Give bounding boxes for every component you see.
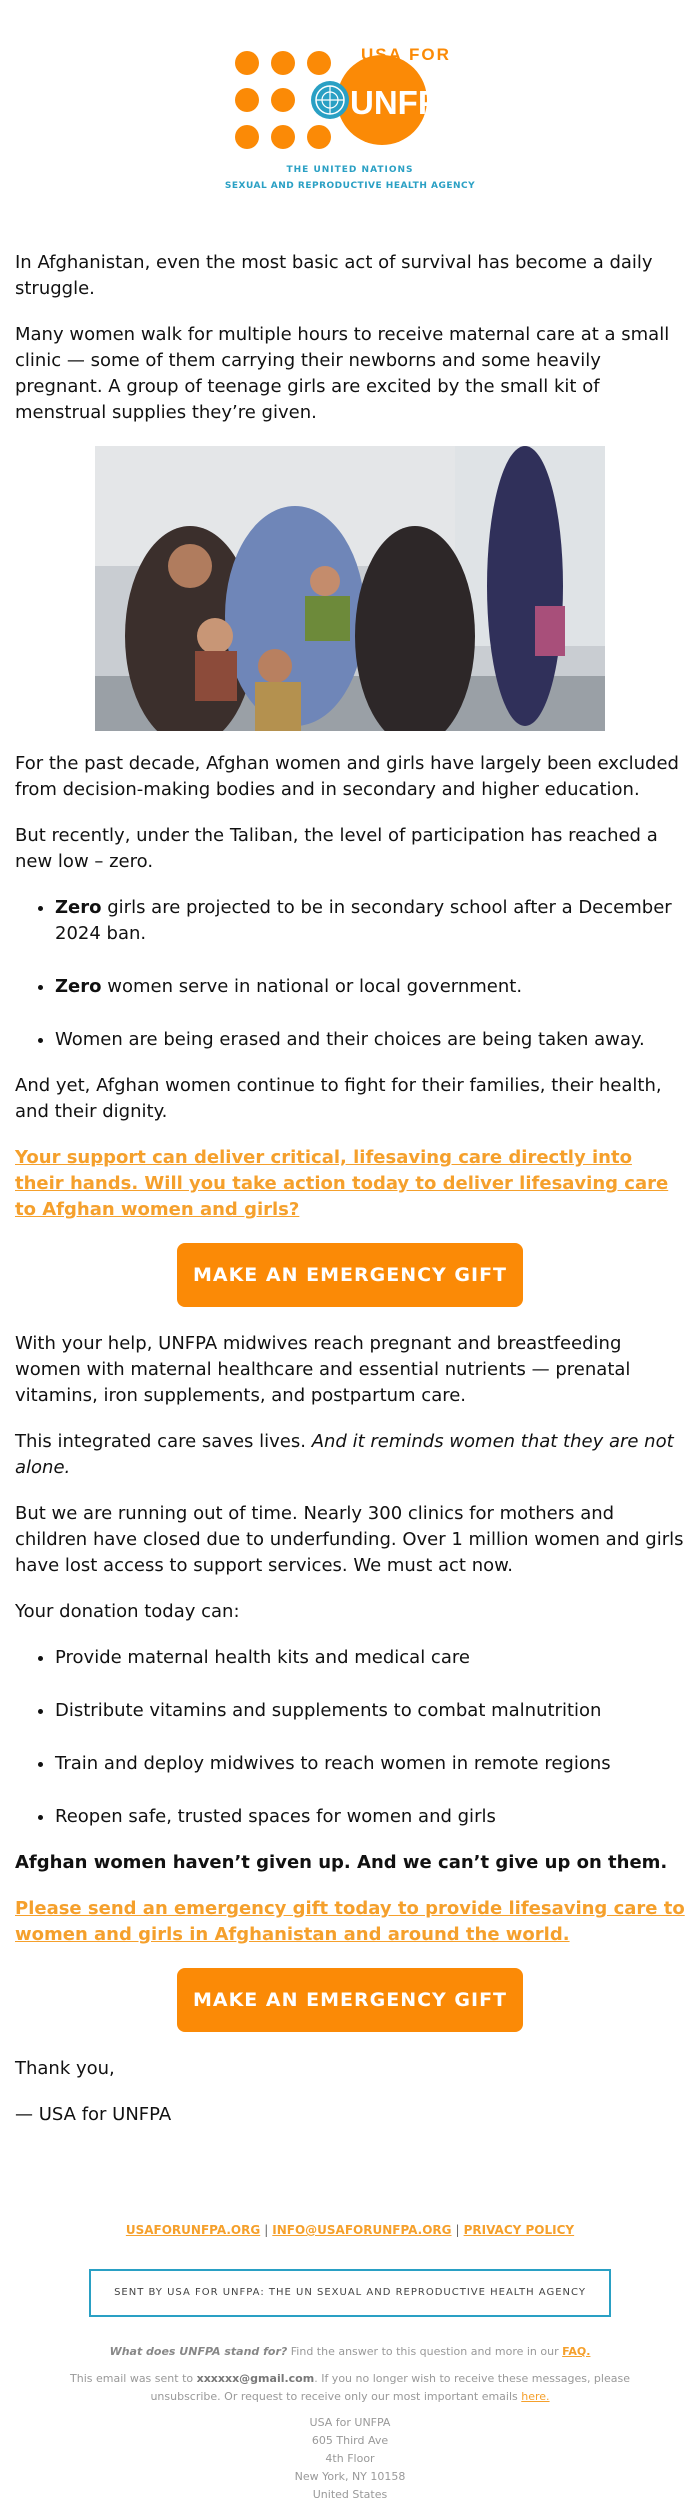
- usa-for-unfpa-logo[interactable]: [225, 40, 475, 190]
- resilience-paragraph: And yet, Afghan women continue to fight for their families, their health, and their dignity.: [15, 1075, 662, 1122]
- separator: |: [264, 2223, 269, 2237]
- email-body: [0, 250, 700, 2504]
- facts-list: [15, 895, 685, 1053]
- taliban-paragraph: But recently, under the Taliban, the level of participation has reached a new low – zero.: [15, 825, 658, 872]
- address-line: 605 Third Ave: [311, 2434, 389, 2447]
- fact-emphasis: Zero: [55, 897, 102, 918]
- fact-text: Women are being erased and their choices are being taken away.: [55, 1029, 645, 1050]
- footer: [15, 2223, 685, 2504]
- list-item: [55, 974, 685, 1000]
- faq-text: Find the answer to this question and more in our: [287, 2345, 563, 2358]
- list-item: [55, 1027, 685, 1053]
- website-link[interactable]: USAFORUNFPA.ORG: [125, 2223, 261, 2237]
- logo-main-text: UNFPA: [350, 84, 462, 121]
- list-item: [55, 895, 685, 947]
- sent-by-box: SENT BY USA FOR UNFPA: THE UN SEXUAL AND REPRODUCTIVE HEALTH AGENCY: [89, 2269, 611, 2317]
- support-cta-link[interactable]: Your support can deliver critical, lifesaving care directly into their hands. Will you take action today to deliver lifesaving care to Afghan women and girls?: [15, 1147, 669, 1220]
- address-line: New York, NY 10158: [294, 2470, 406, 2483]
- notice-text: This email was sent to: [70, 2372, 197, 2385]
- button-container: [15, 1243, 685, 1307]
- recipient-email: xxxxxx@gmail.com: [196, 2372, 315, 2385]
- integrated-care-paragraph: [15, 1429, 685, 1481]
- mailing-address: [15, 2414, 685, 2504]
- intro-paragraph: In Afghanistan, even the most basic act of survival has become a daily struggle.: [15, 252, 653, 299]
- donation-intro: Your donation today can:: [15, 1601, 240, 1622]
- footer-links: [15, 2223, 685, 2237]
- emergency-gift-button-2[interactable]: MAKE AN EMERGENCY GIFT: [177, 1968, 523, 2032]
- integrated-care-text: This integrated care saves lives.: [15, 1431, 312, 1452]
- not-alone-text: And it reminds women that they are not alone.: [15, 1431, 674, 1478]
- address-line: 4th Floor: [325, 2452, 375, 2465]
- separator: |: [455, 2223, 460, 2237]
- urgency-paragraph: But we are running out of time. Nearly 300 clinics for mothers and children have closed due to underfunding. Over 1 million women and girls have lost access to support services. We must act now.: [15, 1503, 684, 1576]
- list-item: • Train and deploy midwives to reach women in remote regions: [55, 1751, 685, 1777]
- address-line: USA for UNFPA: [309, 2416, 391, 2429]
- list-item: • Distribute vitamins and supplements to combat malnutrition: [55, 1698, 685, 1724]
- midwives-paragraph: With your help, UNFPA midwives reach pregnant and breastfeeding women with maternal healthcare and essential nutrients — prenatal vitamins, iron supplements, and postpartum care.: [15, 1333, 631, 1406]
- fact-emphasis: Zero: [55, 976, 102, 997]
- button-container: [15, 1968, 685, 2032]
- dont-give-up-line: Afghan women haven’t given up. And we can’t give up on them.: [15, 1852, 668, 1873]
- fact-text: girls are projected to be in secondary school after a December 2024 ban.: [55, 897, 672, 944]
- tagline-line-2: SEXUAL AND REPRODUCTIVE HEALTH AGENCY: [225, 181, 475, 190]
- faq-question: What does UNFPA stand for?: [109, 2345, 288, 2358]
- signature: — USA for UNFPA: [15, 2104, 172, 2125]
- emergency-gift-button[interactable]: MAKE AN EMERGENCY GIFT: [177, 1243, 523, 1307]
- tagline-line-1: THE UNITED NATIONS: [286, 165, 414, 175]
- clinic-paragraph: Many women walk for multiple hours to receive maternal care at a small clinic — some of them carrying their newborns and some heavily pregnant. A group of teenage girls are excited by the small kit of menstrual supplies they’re given.: [15, 324, 670, 423]
- faq-line: [15, 2345, 685, 2358]
- donation-list: [15, 1645, 685, 1830]
- decade-paragraph: For the past decade, Afghan women and girls have largely been excluded from decision-making bodies and in secondary and higher education.: [15, 753, 679, 800]
- preferences-link[interactable]: here.: [521, 2390, 550, 2403]
- email-link[interactable]: INFO@USAFORUNFPA.ORG: [272, 2223, 452, 2237]
- list-item: • Reopen safe, trusted spaces for women and girls: [55, 1804, 685, 1830]
- address-line: United States: [312, 2488, 388, 2501]
- list-item: • Provide maternal health kits and medical care: [55, 1645, 685, 1671]
- gift-cta-link[interactable]: Please send an emergency gift today to provide lifesaving care to women and girls in Afghanistan and around the world.: [15, 1898, 685, 1945]
- thank-you: Thank you,: [15, 2058, 115, 2079]
- faq-link[interactable]: FAQ.: [562, 2345, 591, 2358]
- header: [0, 0, 700, 250]
- un-emblem-icon: [311, 81, 349, 119]
- fact-text: women serve in national or local government.: [101, 976, 523, 997]
- notice-text: . If you no longer wish to receive these messages, please unsubscribe. Or request to receive only our most important emails: [150, 2372, 630, 2403]
- hero-photo-afghan-women-clinic: [95, 446, 605, 731]
- privacy-policy-link[interactable]: PRIVACY POLICY: [463, 2223, 575, 2237]
- unsubscribe-notice: [15, 2370, 685, 2406]
- logo-top-text: USA FOR: [361, 45, 451, 64]
